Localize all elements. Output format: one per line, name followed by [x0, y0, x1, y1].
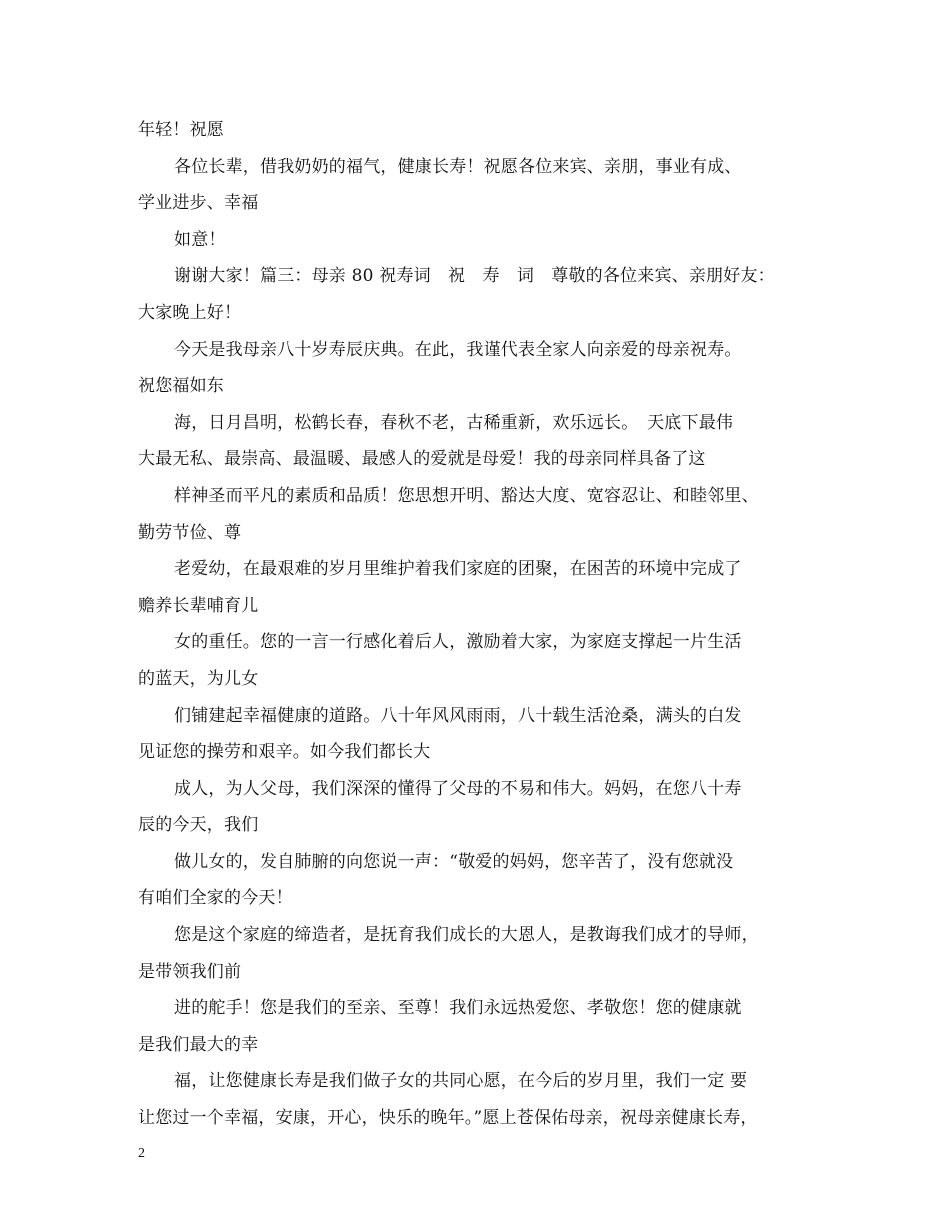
text-line: 年轻！祝愿 [138, 120, 224, 140]
text-line: 您是这个家庭的缔造者，是抚育我们成长的大恩人，是教诲我们成才的导师， [174, 925, 759, 946]
text-line: 大最无私、最崇高、最温暖、最感人的爱就是母爱！我的母亲同样具备了这 [138, 449, 706, 470]
page-number: 2 [138, 1146, 145, 1161]
text-line: 勤劳节俭、尊 [138, 522, 242, 543]
text-line: 今天是我母亲八十岁寿辰庆典。在此，我谨代表全家人向亲爱的母亲祝寿。 [174, 339, 742, 360]
text-line: 进的舵手！您是我们的至亲、至尊！我们永远热爱您、孝敬您！您的健康就 [174, 998, 742, 1019]
text-line: 成人，为人父母，我们深深的懂得了父母的不易和伟大。妈妈，在您八十寿 [174, 778, 742, 799]
text-line: 如意！ [174, 229, 226, 250]
text-line: 样神圣而平凡的素质和品质！您思想开明、豁达大度、宽容忍让、和睦邻里、 [174, 485, 759, 506]
text-line: 有咱们全家的今天！ [138, 888, 293, 909]
text-line: 福，让您健康长寿是我们做子女的共同心愿，在今后的岁月里，我们一定 要 [174, 1071, 748, 1092]
text-line: 见证您的操劳和艰辛。如今我们都长大 [138, 742, 431, 763]
text-line: 老爱幼，在最艰难的岁月里维护着我们家庭的团聚，在困苦的环境中完成了 [174, 559, 742, 580]
text-line: 是带领我们前 [138, 961, 242, 982]
text-line: 赡养长辈哺育儿 [138, 595, 259, 616]
text-line: 祝您福如东 [138, 376, 224, 397]
text-line: 大家晚上好！ [138, 302, 242, 323]
text-line: 们铺建起幸福健康的道路。八十年风风雨雨，八十载生活沧桑，满头的白发 [174, 705, 742, 726]
text-line: 是我们最大的幸 [138, 1034, 259, 1055]
text-line: 学业进步、幸福 [138, 193, 259, 214]
text-line: 海，日月昌明，松鹤长春，春秋不老，古稀重新，欢乐远长。 天底下最伟 [174, 412, 734, 433]
text-line: 各位长辈，借我奶奶的福气，健康长寿！祝愿各位来宾、亲朋，事业有成、 [174, 156, 742, 177]
text-line: 的蓝天，为儿女 [138, 668, 259, 689]
text-line: 谢谢大家！篇三：母亲 80 祝寿词 祝 寿 词 尊敬的各位来宾、亲朋好友： [174, 266, 775, 287]
text-line: 辰的今天，我们 [138, 815, 259, 836]
text-line: 做儿女的，发自肺腑的向您说一声：“敬爱的妈妈，您辛苦了，没有您就没 [174, 851, 734, 872]
text-line: 女的重任。您的一言一行感化着后人，激励着大家，为家庭支撑起一片生活 [174, 632, 742, 653]
text-line: 让您过一个幸福，安康，开心，快乐的晚年。”愿上苍保佑母亲，祝母亲健康长寿， [138, 1108, 758, 1129]
document-body [138, 112, 828, 1137]
